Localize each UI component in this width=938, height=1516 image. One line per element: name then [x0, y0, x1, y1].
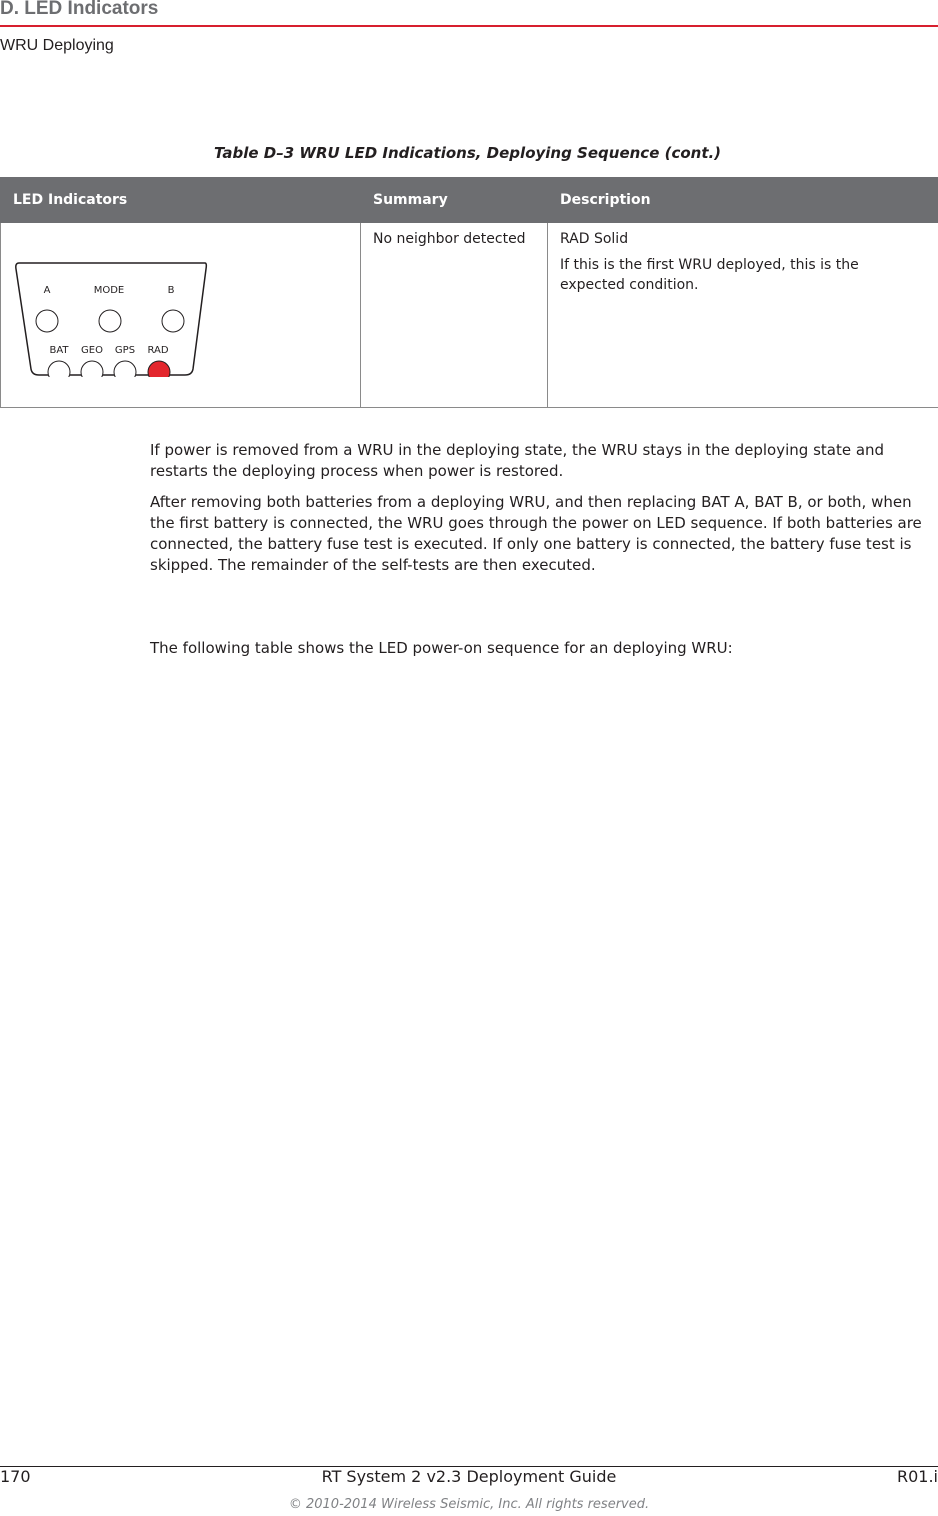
led-label-gps: GPS — [114, 345, 136, 356]
led-gps — [114, 361, 136, 377]
header-divider — [0, 25, 938, 27]
guide-title: RT System 2 v2.3 Deployment Guide — [321, 1467, 617, 1486]
led-label-b: B — [167, 285, 175, 296]
table-row — [1, 223, 938, 408]
led-label-geo: GEO — [81, 345, 103, 356]
led-rad — [148, 361, 170, 377]
led-bat — [48, 361, 70, 377]
body-paragraph-batteries — [150, 492, 935, 576]
revision-label: R01.i — [896, 1467, 938, 1486]
paragraph-text: If power is removed from a WRU in the deploying state, the WRU stays in the deploying state and restarts the deploying process when power is restored. — [150, 441, 885, 480]
table-header-row — [1, 178, 938, 223]
led-label-mode: MODE — [93, 285, 125, 296]
led-label-bat: BAT — [49, 345, 69, 356]
copyright-notice: © 2010-2014 Wireless Seismic, Inc. All rights reserved. — [288, 1497, 650, 1512]
led-a — [36, 310, 58, 332]
description-status: RAD Solid — [560, 231, 629, 247]
led-geo — [81, 361, 103, 377]
body-paragraph-table-intro — [150, 638, 935, 659]
description-detail: If this is the first WRU deployed, this is the expected condition. — [560, 257, 859, 293]
subsection-title: WRU Deploying — [0, 37, 114, 54]
column-header-description: Description — [548, 178, 938, 223]
description-cell — [548, 223, 938, 408]
led-b — [162, 310, 184, 332]
led-indicator-cell — [1, 223, 361, 408]
table-caption: Table D–3 WRU LED Indications, Deploying Sequence (cont.) — [213, 144, 722, 162]
led-panel-diagram — [11, 259, 211, 377]
page-number: 170 — [0, 1467, 31, 1486]
led-indications-table — [0, 177, 938, 408]
led-mode — [99, 310, 121, 332]
column-header-summary: Summary — [361, 178, 548, 223]
column-header-led-indicators: LED Indicators — [1, 178, 361, 223]
led-label-rad: RAD — [147, 345, 169, 356]
paragraph-text: After removing both batteries from a deploying WRU, and then replacing BAT A, BAT B, or both, when the first battery is connected, the WRU goes through the power on LED sequence. If both batteries are connected, the battery fuse test is executed. If only one battery is connected, the battery fuse test is skipped. The remainder of the self-tests are then executed. — [150, 493, 922, 574]
paragraph-text: The following table shows the LED power-on sequence for an deploying WRU: — [150, 639, 733, 657]
summary-cell: No neighbor detected — [361, 223, 548, 408]
body-paragraph-power-removed — [150, 440, 935, 482]
section-title: D. LED Indicators — [0, 0, 159, 19]
led-label-a: A — [43, 285, 51, 296]
